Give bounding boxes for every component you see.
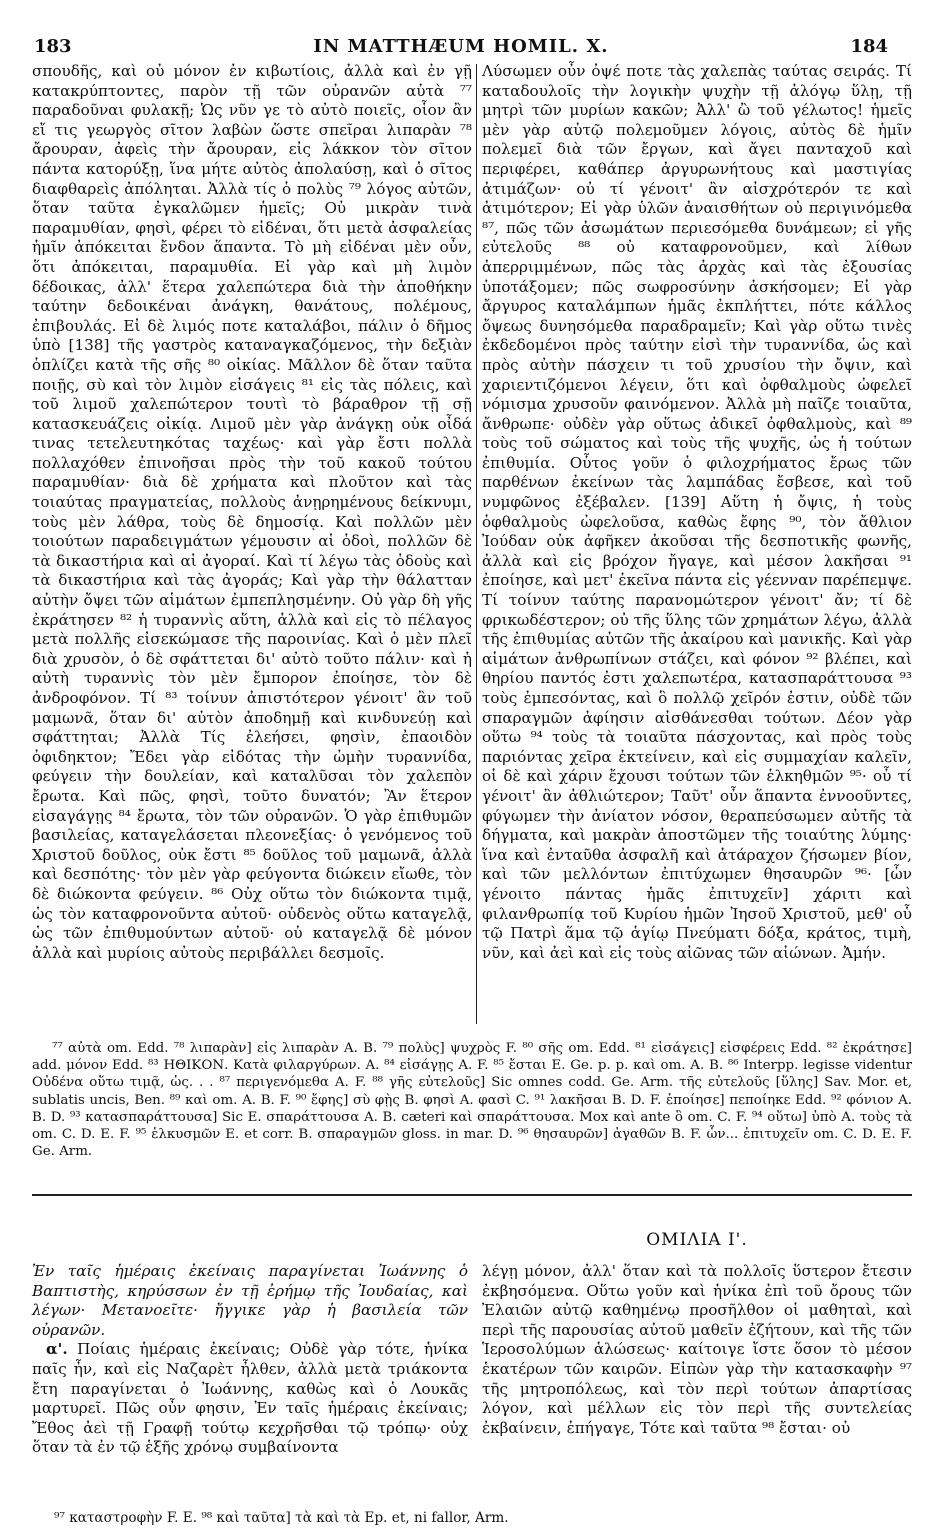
footnotes-2: ⁹⁷ καταστροφὴν F. E. ⁹⁸ καὶ ταῦτα] τὰ καὶ τὰ Ep. et, ni fallor, Arm. [54, 1510, 509, 1526]
right-column-text: Λύσωμεν οὖν ὀψέ ποτε τὰς χαλεπὰς ταύτας σειράς. Τί καταδουλοῖς τὴν λογικὴν ψυχὴν τῇ ἀλόγῳ ὕλῃ, τῇ μητρὶ τῶν μυρίων κακῶν; Ἀλλ' ὢ τοῦ γέλωτος! ἡμεῖς μὲν γὰρ αὐτῷ πολεμοῦμεν λόγοις, αὐτὸς δὲ ἡμῖν πολεμεῖ διὰ τῶν ἔργων, καὶ ἄγει πανταχοῦ καὶ περιφέρει, καθάπερ ἀργυρωνήτους καὶ μαστιγίας ἀτιμάζων· οὐ τί γένοιτ' ἂν αἰσχρότερόν τε καὶ ἀτιμότερον; Εἰ γὰρ ὑλῶν ἀναισθήτων οὐ περιγινόμεθα ⁸⁷, πῶς τῶν ἀσωμάτων περιεσόμεθα δυνάμεων; εἰ γῆς εὐτελοῦς ⁸⁸ οὐ καταφρονοῦμεν, καὶ λίθων ἀπερριμμένων, πῶς τὰς ἀρχὰς καὶ τὰς ἐξουσίας ὑποτάξομεν; πῶς σωφροσύνην ἀσκήσομεν; Εἰ γὰρ ἄργυρος καταλάμπων ἡμᾶς ἐκπλήττει, πότε κάλλος ὄψεως δυνησόμεθα παραδραμεῖν; Καὶ γὰρ οὕτω τινὲς ἐκδεδομένοι πρὸς ταύτην εἰσὶ τὴν τυραννίδα, ὡς καὶ πρὸς αὐτὴν πάσχειν τι τοῦ χρυσίου τὴν ὄψιν, καὶ χαριεντιζόμενοι λέγειν, ὅτι καὶ ὀφθαλμοὺς ὠφελεῖ νόμισμα χρυσοῦν φαινόμενον. Ἀλλὰ μὴ παῖζε τοιαῦτα, ἄνθρωπε· οὐδὲν γὰρ οὕτως ἀδικεῖ ὀφθαλμοὺς, καὶ ⁸⁹ τοὺς τοῦ σώματος καὶ τοὺς τῆς ψυχῆς, ὡς ἡ τούτων ἐπιθυμία. Οὗτος γοῦν ὁ φιλοχρήματος ἔρως τῶν παρθένων ἐκείνων τὰς λαμπάδας ἔσβεσε, καὶ τοῦ νυμφῶνος ἐξέβαλεν. [139] Αὕτη ἡ ὄψις, ἡ τοὺς ὀφθαλμοὺς ὠφελοῦσα, καθὼς ἔφης ⁹⁰, τὸν ἄθλιον Ἰούδαν οὐκ ἀφῆκεν ἀκοῦσαι τῆς δεσποτικῆς φωνῆς, ἀλλὰ καὶ εἰς βρόχον ἤγαγε, καὶ μέσον λακῆσαι ⁹¹ ἐποίησε, καὶ μετ' ἐκεῖνα πάντα εἰς γέενναν παρέπεμψε. Τί τοίνυν ταύτης παρανομώτερον γένοιτ' ἄν; τί δὲ φρικωδέστερον; οὐ τῆς ὕλης τῶν χρημάτων λέγω, ἀλλὰ τῆς ἐπιθυμίας αὐτῶν τῆς ἀκαίρου καὶ μανικῆς. Καὶ γὰρ αἱμάτων ἀνθρωπίνων στάζει, καὶ φόνον ⁹² βλέπει, καὶ θηρίου παντός ἐστι χαλεπωτέρα, κατασπαράττουσα ⁹³ τοὺς ἐμπεσόντας, καὶ ὃ πολλῷ χεῖρόν ἐστιν, οὐδὲ τῶν σπαραγμῶν ἀφίησιν αἰσθάνεσθαι τούτων. Δέον γὰρ οὕτω ⁹⁴ τοὺς τὰ τοιαῦτα πάσχοντας, καὶ πρὸς τοὺς παριόντας χεῖρα ἐκτείνειν, καὶ εἰς συμμαχίαν καλεῖν, οἱ δὲ καὶ χάριν ἔχουσι τούτων τῶν ἑλκηθμῶν ⁹⁵· οὗ τί γένοιτ' ἂν ἀθλιώτερον; Ταῦτ' οὖν ἅπαντα ἐννοοῦντες, φύγωμεν τὴν ἀνίατον νόσον, θεραπεύσωμεν αὐτῆς τὰ δήγματα, καὶ μακρὰν ἀποστῶμεν τῆς τοιαύτης λύμης· ἵνα καὶ ἐνταῦθα ἀσφαλῆ καὶ ἀτάραχον ζήσωμεν βίον, καὶ τῶν μελλόντων ἐπιτύχωμεν θησαυρῶν ⁹⁶· [ὧν γένοιτο πάντας ἡμᾶς ἐπιτυχεῖν] χάριτι καὶ φιλανθρωπίᾳ τοῦ Κυρίου ἡμῶν Ἰησοῦ Χριστοῦ, μεθ' οὗ τῷ Πατρὶ ἅμα τῷ ἁγίῳ Πνεύματι δόξα, κράτος, τιμὴ, νῦν, καὶ ἀεὶ καὶ εἰς τοὺς αἰῶνας τῶν αἰώνων. Ἀμήν. [482, 62, 912, 962]
scripture-heading: Ἐν ταῖς ἡμέραις ἐκείναις παραγίνεται Ἰωάννης ὁ Βαπτιστὴς, κηρύσσων ἐν τῇ ἐρήμῳ τῆς Ἰουδαίας, καὶ λέγων· Μετανοεῖτε· ἤγγικε γὰρ ἡ βασιλεία τῶν οὐρανῶν. [32, 1262, 468, 1339]
running-title: IN MATTHÆUM HOMIL. X. [313, 36, 609, 57]
homily-opening-text: Ποίαις ἡμέραις ἐκείναις; Οὐδὲ γὰρ τότε, ἡνίκα παῖς ἦν, καὶ εἰς Ναζαρὲτ ἦλθεν, ἀλλὰ μετὰ τριάκοντα ἔτη παραγίνεται ὁ Ἰωάννης, καθὼς καὶ ὁ Λουκᾶς μαρτυρεῖ. Πῶς οὖν φησιν, Ἐν ταῖς ἡμέραις ἐκείναις; Ἔθος ἀεὶ τῇ Γραφῇ τούτῳ κεχρῆσθαι τῷ τρόπῳ· οὐχ ὅταν τὰ ἐν τῷ ἑξῆς χρόνῳ συμβαίνοντα [32, 1340, 468, 1457]
left-text-column [32, 62, 472, 1034]
homily-right-text: λέγῃ μόνον, ἀλλ' ὅταν καὶ τὰ πολλοῖς ὕστερον ἔτεσιν ἐκβησόμενα. Οὕτω γοῦν καὶ ἡνίκα ἐπὶ τοῦ ὄρους τῶν Ἐλαιῶν αὐτῷ καθημένῳ προσῆλθον οἱ μαθηταὶ, καὶ περὶ τῆς παρουσίας αὐτοῦ μαθεῖν ἐζήτουν, καὶ τῆς τῶν Ἱεροσολύμων ἁλώσεως· καίτοιγε ἴστε ὅσον τὸ μέσον ἑκατέρων τῶν καιρῶν. Εἰπὼν γὰρ τὴν κατασκαφὴν ⁹⁷ τῆς μητροπόλεως, καὶ τὸν περὶ τούτων ἀπαρτίσας λόγον, καὶ μέλλων εἰς τὸν περὶ τῆς συντελείας ἐκβαίνειν, ἐπήγαγε, Τότε καὶ ταῦτα ⁹⁸ ἔσται· οὐ [482, 1262, 912, 1437]
homily-opening [32, 1340, 468, 1458]
page-number-right: 184 [850, 36, 888, 57]
running-header [34, 36, 888, 62]
section-divider [32, 1194, 912, 1196]
homily-left-column [32, 1262, 468, 1500]
homily-right-column [482, 1262, 912, 1500]
page-number-left: 183 [34, 36, 72, 57]
right-text-column [482, 62, 912, 1034]
section-mark: α'. [46, 1340, 68, 1359]
footnotes-block [32, 1040, 912, 1190]
footnotes-text: ⁷⁷ αὐτὰ om. Edd. ⁷⁸ λιπαρὰν] εἰς λιπαρὰν A. B. ⁷⁹ πολὺς] ψυχρὸς F. ⁸⁰ σῆς om. Edd. ⁸¹ εἰσάγεις] εἰσφέρεις Edd. ⁸² ἐκράτησε] add. μόνον Edd. ⁸³ ΗΘΙΚΟΝ. Κατὰ φιλαργύρων. A. ⁸⁴ εἰσάγῃς A. F. ⁸⁵ ἔσται E. Ge. p. p. καὶ om. A. B. ⁸⁶ Interpp. legisse videntur Οὐδένα οὕτω τιμᾷ, ὡς. . . ⁸⁷ περιγενόμεθα A. F. ⁸⁸ γῆς εὐτελοῦς] Sic omnes codd. Ge. Arm. τῆς εὐτελοῦς [ὕλης] Sav. Mor. et, sublatis uncis, Ben. ⁸⁹ καὶ om. A. B. F. ⁹⁰ ἔφης] σὺ φῂς B. φησὶ A. φασὶ C. ⁹¹ λακῆσαι B. D. F. ἐποίησε] πεποίηκε Edd. ⁹² φόνιον A. B. D. ⁹³ κατασπαράττουσα] Sic E. σπαράττουσα A. B. cæteri καὶ σπαράττουσα. Mox καὶ ante ὃ om. C. F. ⁹⁴ οὕτω] ὑπὸ A. τοὺς τὰ om. C. D. E. F. ⁹⁵ ἑλκυσμῶν E. et corr. B. σπαραγμῶν gloss. in mar. D. ⁹⁶ θησαυρῶν] ἀγαθῶν B. F. ὧν... ἐπιτυχεῖν om. C. D. E. F. Ge. Arm. [32, 1041, 912, 1160]
left-column-text: σπουδῆς, καὶ οὐ μόνον ἐν κιβωτίοις, ἀλλὰ καὶ ἐν γῇ κατακρύπτοντες, παρὸν τῇ τῶν οὐρανῶν αὐτὰ ⁷⁷ παραδοῦναι φυλακῇ; Ὡς νῦν γε τὸ αὐτὸ ποιεῖς, οἷον ἂν εἴ τις γεωργὸς σῖτον λαβὼν ὥστε σπεῖραι λιπαρὰν ⁷⁸ ἄρουραν, ἀφεὶς τὴν ἄρουραν, εἰς λάκκον τὸν σῖτον πάντα κατορύξῃ, ἵνα μήτε αὐτὸς ἀπολαύσῃ, καὶ ὁ σῖτος διαφθαρεὶς ἀπόληται. Ἀλλὰ τίς ὁ πολὺς ⁷⁹ λόγος αὐτῶν, ὅταν ταῦτα ἐγκαλῶμεν ἡμεῖς; Οὐ μικρὰν τινὰ παραμυθίαν, φησὶ, φέρει τὸ εἰδέναι, ὅτι μετὰ ἀσφαλείας ἡμῖν ἀπόκειται ἔνδον ἅπαντα. Τὸ μὴ εἰδέναι μὲν οὖν, ὅτι ἀπόκειται, παραμυθία. Εἰ γὰρ καὶ μὴ λιμὸν δέδοικας, ἀλλ' ἕτερα χαλεπώτερα διὰ τὴν ἀποθήκην ταύτην δεδοικέναι ἀνάγκη, θανάτους, πολέμους, ἐπιβουλάς. Εἰ δὲ λιμός ποτε καταλάβοι, πάλιν ὁ δῆμος ὑπὸ [138] τῆς γαστρὸς καταναγκαζόμενος, τὴν δεξιὰν ὁπλίζει κατὰ τῆς σῆς ⁸⁰ οἰκίας. Μᾶλλον δὲ ὅταν ταῦτα ποιῇς, σὺ καὶ τὸν λιμὸν εἰσάγεις ⁸¹ εἰς τὰς πόλεις, καὶ τοῦ λιμοῦ χαλεπώτερον τουτὶ τὸ βάραθρον τῇ σῇ κατασκευάζεις οἰκίᾳ. Λιμοῦ μὲν γὰρ ἀνάγκῃ οὐκ οἶδά τινας τετελευτηκότας ταχέως· καὶ γὰρ ἔστι πολλὰ πολλαχόθεν ἐπινοῆσαι πρὸς τὴν τοῦ κακοῦ τούτου παραμυθίαν· διὰ δὲ χρήματα καὶ πλοῦτον καὶ τὰς τοιαύτας πραγματείας, πολλοὺς ἀνῃρημένους δείκνυμι, τοὺς μὲν λάθρα, τοὺς δὲ δημοσίᾳ. Καὶ πολλῶν μὲν τοιούτων παραδειγμάτων γέμουσιν αἱ ὁδοὶ, πολλῶν δὲ τὰ δικαστήρια καὶ αἱ ἀγοραί. Καὶ τί λέγω τὰς ὁδοὺς καὶ τὰ δικαστήρια καὶ τὰς ἀγοράς; Καὶ γὰρ τὴν θάλατταν αὐτὴν ὄψει τῶν αἱμάτων ἐμπεπλησμένην. Οὐ γὰρ δὴ γῆς ἐκράτησεν ⁸² ἡ τυραννὶς αὕτη, ἀλλὰ καὶ εἰς τὸ πέλαγος μετὰ πολλῆς εἰσεκώμασε τῆς παροινίας. Καὶ ὁ μὲν πλεῖ διὰ χρυσὸν, ὁ δὲ σφάττεται δι' αὐτὸ τοῦτο πάλιν· καὶ ἡ αὐτὴ τυραννὶς τὸν μὲν ἔμπορον ἐποίησε, τὸν δὲ ἀνδροφόνον. Τί ⁸³ τοίνυν ἀπιστότερον γένοιτ' ἂν τοῦ μαμωνᾶ, ὅταν δι' αὐτὸν ἀποδημῇ καὶ κινδυνεύῃ καὶ σφάττηται; Ἀλλὰ Τίς ἐλεήσει, φησὶν, ἐπαοιδὸν ὀφιδηκτον; Ἔδει γὰρ εἰδότας τὴν ὠμὴν τυραννίδα, φεύγειν τὴν δουλείαν, καὶ καταλῦσαι τὸν χαλεπὸν ἔρωτα. Καὶ πῶς, φησὶ, τοῦτο δυνατόν; Ἂν ἕτερον εἰσαγάγῃς ⁸⁴ ἔρωτα, τὸν τῶν οὐρανῶν. Ὁ γὰρ ἐπιθυμῶν βασιλείας, καταγελάσεται πλεονεξίας· ὁ γενόμενος τοῦ Χριστοῦ δοῦλος, οὐκ ἔστι ⁸⁵ δοῦλος τοῦ μαμωνᾶ, ἀλλὰ καὶ δεσπότης· τὸν μὲν γὰρ φεύγοντα διώκειν εἴωθε, τὸν δὲ διώκοντα φεύγειν. ⁸⁶ Οὐχ οὕτω τὸν διώκοντα τιμᾷ, ὡς τὸν καταφρονοῦντα αὐτοῦ· οὐδενὸς οὕτω καταγελᾷ, ὡς τῶν ἐπιθυμούντων αὐτοῦ· οὐ καταγελᾷ δὲ μόνον ἀλλὰ καὶ μυρίοις αὐτοὺς περιβάλλει δεσμοῖς. [32, 62, 472, 962]
homily-title: ΟΜΙΛΙΑ Ι'. [646, 1230, 748, 1250]
column-divider [476, 64, 477, 1024]
